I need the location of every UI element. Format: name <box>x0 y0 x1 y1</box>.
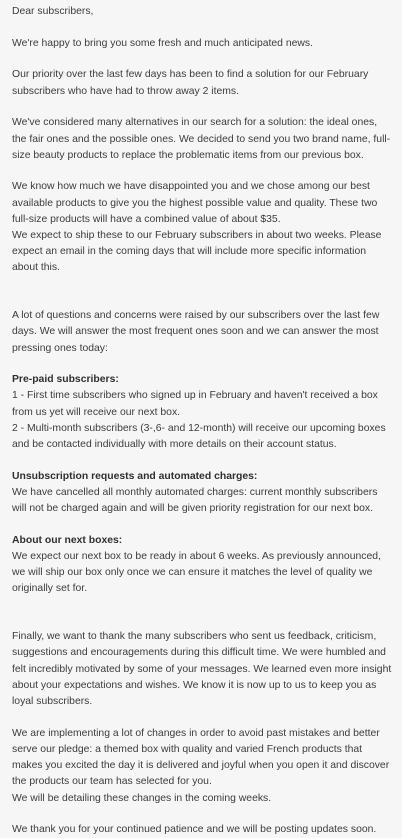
priority-paragraph: Our priority over the last few days has been to find a solution for our February subscribers who have had to throw away 2 items. <box>12 69 369 97</box>
section-spacer-2 <box>12 613 394 629</box>
prepaid-item-1: 1 - First time subscribers who signed up in February and haven't received a box from us yet will receive our next box. <box>12 390 378 418</box>
closing-paragraph: We thank you for your continued patience and we will be posting updates soon. <box>12 824 377 836</box>
next-boxes-section <box>12 533 394 598</box>
prepaid-heading: Pre-paid subscribers: <box>12 374 119 386</box>
prepaid-section <box>12 372 394 453</box>
detailing-paragraph: We will be detailing these changes in the coming weeks. <box>12 792 272 804</box>
alternatives-paragraph: We've considered many alternatives in our search for a solution: the ideal ones, the fair ones and the possible ones. We decided to send you two brand name, full-size beauty products to replace the problematic items from our previous box. <box>12 117 391 161</box>
changes-paragraph: We are implementing a lot of changes in order to avoid past mistakes and better serve our pledge: a themed box with quality and varied French products that makes you excited the day it is delivered and joyful when you open it and discover the products our team has selected for you. <box>12 727 390 788</box>
intro-paragraph: We're happy to bring you some fresh and much anticipated news. <box>12 37 313 49</box>
next-boxes-heading: About our next boxes: <box>12 534 123 546</box>
next-boxes-text: We expect our next box to be ready in about 6 weeks. As previously announced, we will ship our box only once we can ensure it matches the level of quality we originally set for. <box>12 551 381 595</box>
disappointed-paragraph: We know how much we have disappointed you and we chose among our best available products to give you the highest possible value and quality. These two full-size products will have a combined value of about $35. <box>12 181 378 225</box>
unsubscription-section <box>12 469 394 518</box>
questions-paragraph: A lot of questions and concerns were raised by our subscribers over the last few days. We will answer the most frequent ones soon and we can answer the most pressing ones today: <box>12 310 380 354</box>
unsubscription-heading: Unsubscription requests and automated charges: <box>12 470 258 482</box>
greeting: Dear subscribers, <box>12 6 94 17</box>
prepaid-item-2: 2 - Multi-month subscribers (3-,6- and 12-month) will receive our upcoming boxes and be contacted individually with more details on their account status. <box>12 422 386 451</box>
unsubscription-text: We have cancelled all monthly automated charges: current monthly subscribers will not be charged again and will be given priority registration for our next box. <box>12 486 378 515</box>
thanks-paragraph: Finally, we want to thank the many subscribers who sent us feedback, criticism, suggestions and encouragements during this difficult time. We were humbled and felt incredibly motivated by some of your messages. We learned even more insight about your expectations and wishes. We know it is now up to us to keep you as loyal subscribers. <box>12 631 392 707</box>
section-spacer <box>12 292 394 308</box>
shipping-paragraph: We expect to ship these to our February subscribers in about two weeks. Please expect an email in the coming days that will include more specific information about this. <box>12 230 382 274</box>
